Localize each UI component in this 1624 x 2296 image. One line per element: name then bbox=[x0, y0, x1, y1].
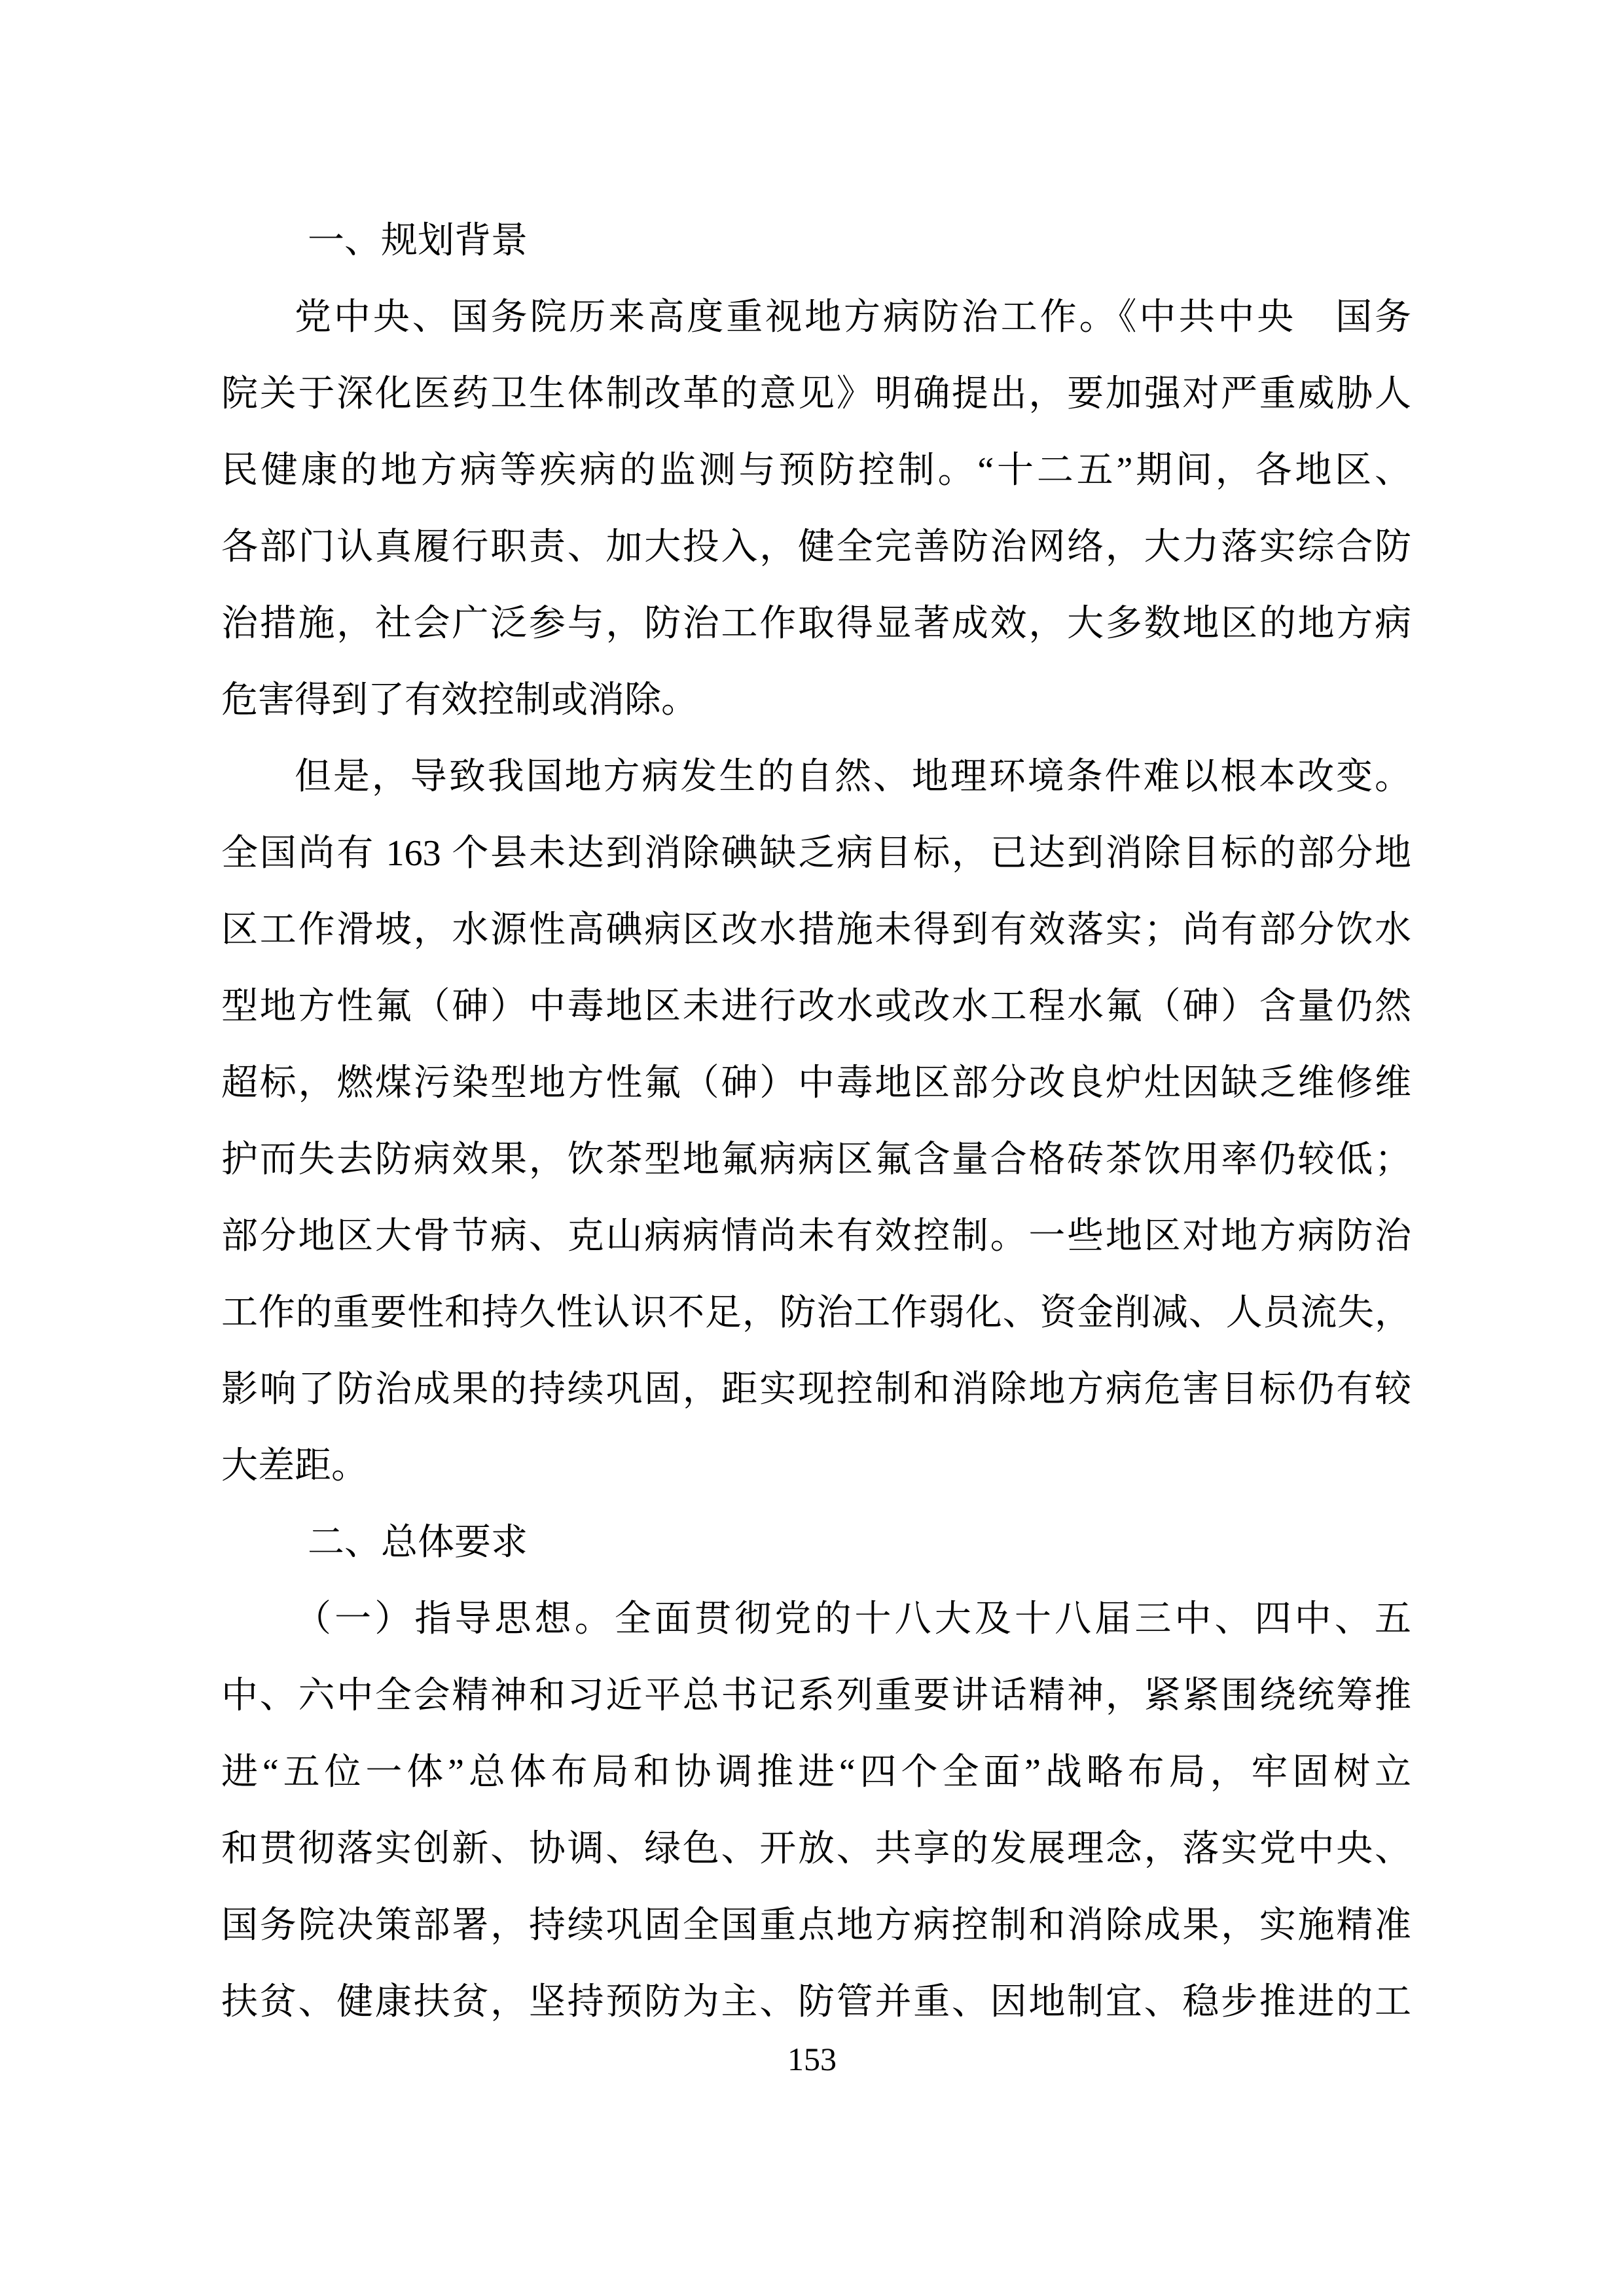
text-line: 型地方性氟（砷）中毒地区未进行改水或改水工程水氟（砷）含量仍然 bbox=[221, 986, 1411, 1027]
text-line: 工作的重要性和持久性认识不足，防治工作弱化、资金削减、人员流失， bbox=[221, 1293, 1411, 1333]
text-block bbox=[221, 203, 1411, 2041]
text-line: 部分地区大骨节病、克山病病情尚未有效控制。一些地区对地方病防治 bbox=[221, 1216, 1411, 1257]
text-line: 影响了防治成果的持续巩固，距实现控制和消除地方病危害目标仍有较 bbox=[221, 1369, 1411, 1410]
text-line: 但是，导致我国地方病发生的自然、地理环境条件难以根本改变。 bbox=[295, 757, 1411, 797]
heading-line: 二、总体要求 bbox=[308, 1522, 528, 1563]
text-line: 党中央、国务院历来高度重视地方病防治工作。《中共中央 国务 bbox=[295, 297, 1411, 338]
text-line: 区工作滑坡，水源性高碘病区改水措施未得到有效落实；尚有部分饮水 bbox=[221, 910, 1411, 950]
text-line: 大差距。 bbox=[221, 1446, 368, 1486]
text-line: 中、六中全会精神和习近平总书记系列重要讲话精神，紧紧围绕统筹推 bbox=[221, 1676, 1411, 1716]
text-line: 护而失去防病效果，饮茶型地氟病病区氟含量合格砖茶饮用率仍较低； bbox=[221, 1139, 1411, 1180]
text-line: 院关于深化医药卫生体制改革的意见》明确提出，要加强对严重威胁人 bbox=[221, 374, 1411, 414]
heading-line: 一、规划背景 bbox=[308, 221, 528, 261]
paragraph bbox=[221, 279, 1411, 739]
text-line: 超标，燃煤污染型地方性氟（砷）中毒地区部分改良炉灶因缺乏维修维 bbox=[221, 1063, 1411, 1103]
paragraph bbox=[221, 739, 1411, 1505]
text-line: 危害得到了有效控制或消除。 bbox=[221, 680, 698, 721]
section bbox=[221, 203, 1411, 279]
text-line: 和贯彻落实创新、协调、绿色、开放、共享的发展理念，落实党中央、 bbox=[221, 1829, 1411, 1869]
section bbox=[221, 1505, 1411, 1581]
text-line: 扶贫、健康扶贫，坚持预防为主、防管并重、因地制宜、稳步推进的工 bbox=[221, 1982, 1411, 2022]
text-line: 民健康的地方病等疾病的监测与预防控制。“十二五”期间，各地区、 bbox=[221, 450, 1411, 491]
text-line: 各部门认真履行职责、加大投入，健全完善防治网络，大力落实综合防 bbox=[221, 527, 1411, 567]
text-line: （一）指导思想。全面贯彻党的十八大及十八届三中、四中、五 bbox=[295, 1599, 1411, 1640]
text-line: 国务院决策部署，持续巩固全国重点地方病控制和消除成果，实施精准 bbox=[221, 1905, 1411, 1946]
text-line: 全国尚有 163 个县未达到消除碘缺乏病目标，已达到消除目标的部分地 bbox=[221, 833, 1411, 874]
text-line: 治措施，社会广泛参与，防治工作取得显著成效，大多数地区的地方病 bbox=[221, 603, 1411, 644]
page-number: 153 bbox=[787, 2041, 837, 2077]
text-line: 进“五位一体”总体布局和协调推进“四个全面”战略布局，牢固树立 bbox=[221, 1752, 1411, 1793]
paragraph bbox=[221, 1581, 1411, 2041]
